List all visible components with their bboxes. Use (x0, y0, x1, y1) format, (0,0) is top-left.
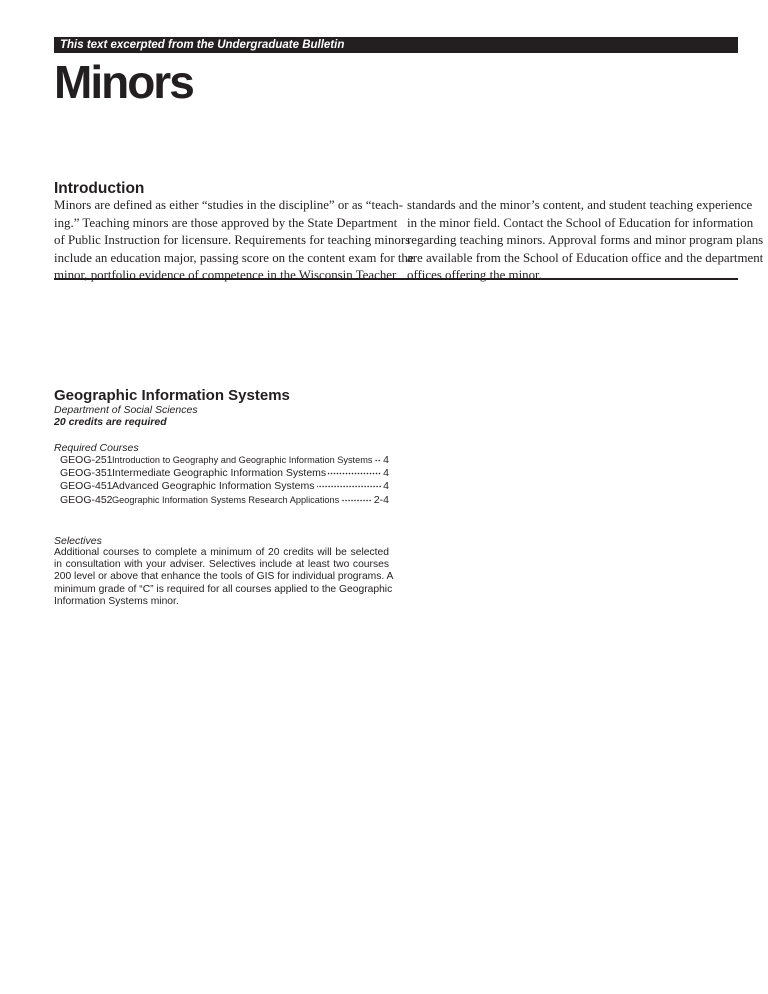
dot-leader (328, 472, 381, 475)
course-title: Geographic Information Systems Research Applications (112, 494, 340, 505)
page-title: Minors (54, 56, 193, 108)
course-row (60, 467, 389, 480)
bulletin-banner: This text excerpted from the Undergraduate Bulletin (54, 37, 738, 53)
course-row (60, 480, 389, 493)
introduction-left-column (54, 197, 414, 285)
course-row (60, 454, 389, 467)
intro-line: in the minor field. Contact the School of Education for information (407, 215, 754, 230)
intro-line: offices offering the minor. (407, 268, 542, 283)
intro-line: minor, portfolio evidence of competence in the Wisconsin Teacher (54, 268, 397, 283)
selectives-line: 200 level or above that enhance the tools of GIS for individual programs. A (54, 571, 394, 583)
dot-leader (374, 459, 381, 462)
course-credits: 4 (383, 480, 389, 493)
gis-minor-heading: Geographic Information Systems (54, 387, 290, 404)
credits-required: 20 credits are required (54, 416, 167, 428)
course-list (60, 454, 389, 507)
selectives-heading: Selectives (54, 535, 102, 547)
selectives-line: Information Systems minor. (54, 595, 179, 607)
dot-leader (341, 499, 372, 502)
course-credits: 4 (383, 467, 389, 480)
introduction-heading: Introduction (54, 180, 145, 197)
course-title: Intermediate Geographic Information Systems (112, 467, 327, 480)
selectives-line: minimum grade of “C” is required for all courses applied to the Geographic (54, 583, 393, 595)
dot-leader (317, 485, 382, 488)
intro-line: Minors are defined as either “studies in the discipline” or as “teach- (54, 198, 403, 212)
intro-line: include an education major, passing score on the content exam for the (54, 250, 414, 265)
selectives-line: in consultation with your adviser. Selectives include at least two courses (54, 559, 389, 571)
intro-line: are available from the School of Education office and the department (407, 250, 764, 265)
required-courses-heading: Required Courses (54, 442, 139, 454)
course-code: GEOG-251 (60, 454, 113, 466)
intro-line: standards and the minor’s content, and student teaching experience (407, 198, 753, 212)
course-code: GEOG-451 (60, 480, 113, 493)
intro-line: of Public Instruction for licensure. Requirements for teaching minors (54, 233, 411, 248)
intro-line: regarding teaching minors. Approval forms and minor program plans (407, 233, 764, 248)
course-row (60, 494, 389, 507)
course-title: Advanced Geographic Information Systems (112, 480, 315, 493)
course-credits: 4 (383, 454, 389, 466)
course-code: GEOG-452 (60, 493, 113, 506)
department-name: Department of Social Sciences (54, 404, 198, 416)
intro-line: ing.” Teaching minors are those approved by the State Department (54, 215, 398, 230)
selectives-paragraph (54, 547, 394, 608)
section-divider (54, 278, 738, 280)
course-title: Introduction to Geography and Geographic Information Systems (112, 455, 373, 465)
course-code: GEOG-351 (60, 467, 113, 480)
selectives-line: Additional courses to complete a minimum of 20 credits will be selected (54, 547, 389, 558)
introduction-right-column (407, 197, 764, 285)
course-credits: 2-4 (373, 493, 389, 506)
